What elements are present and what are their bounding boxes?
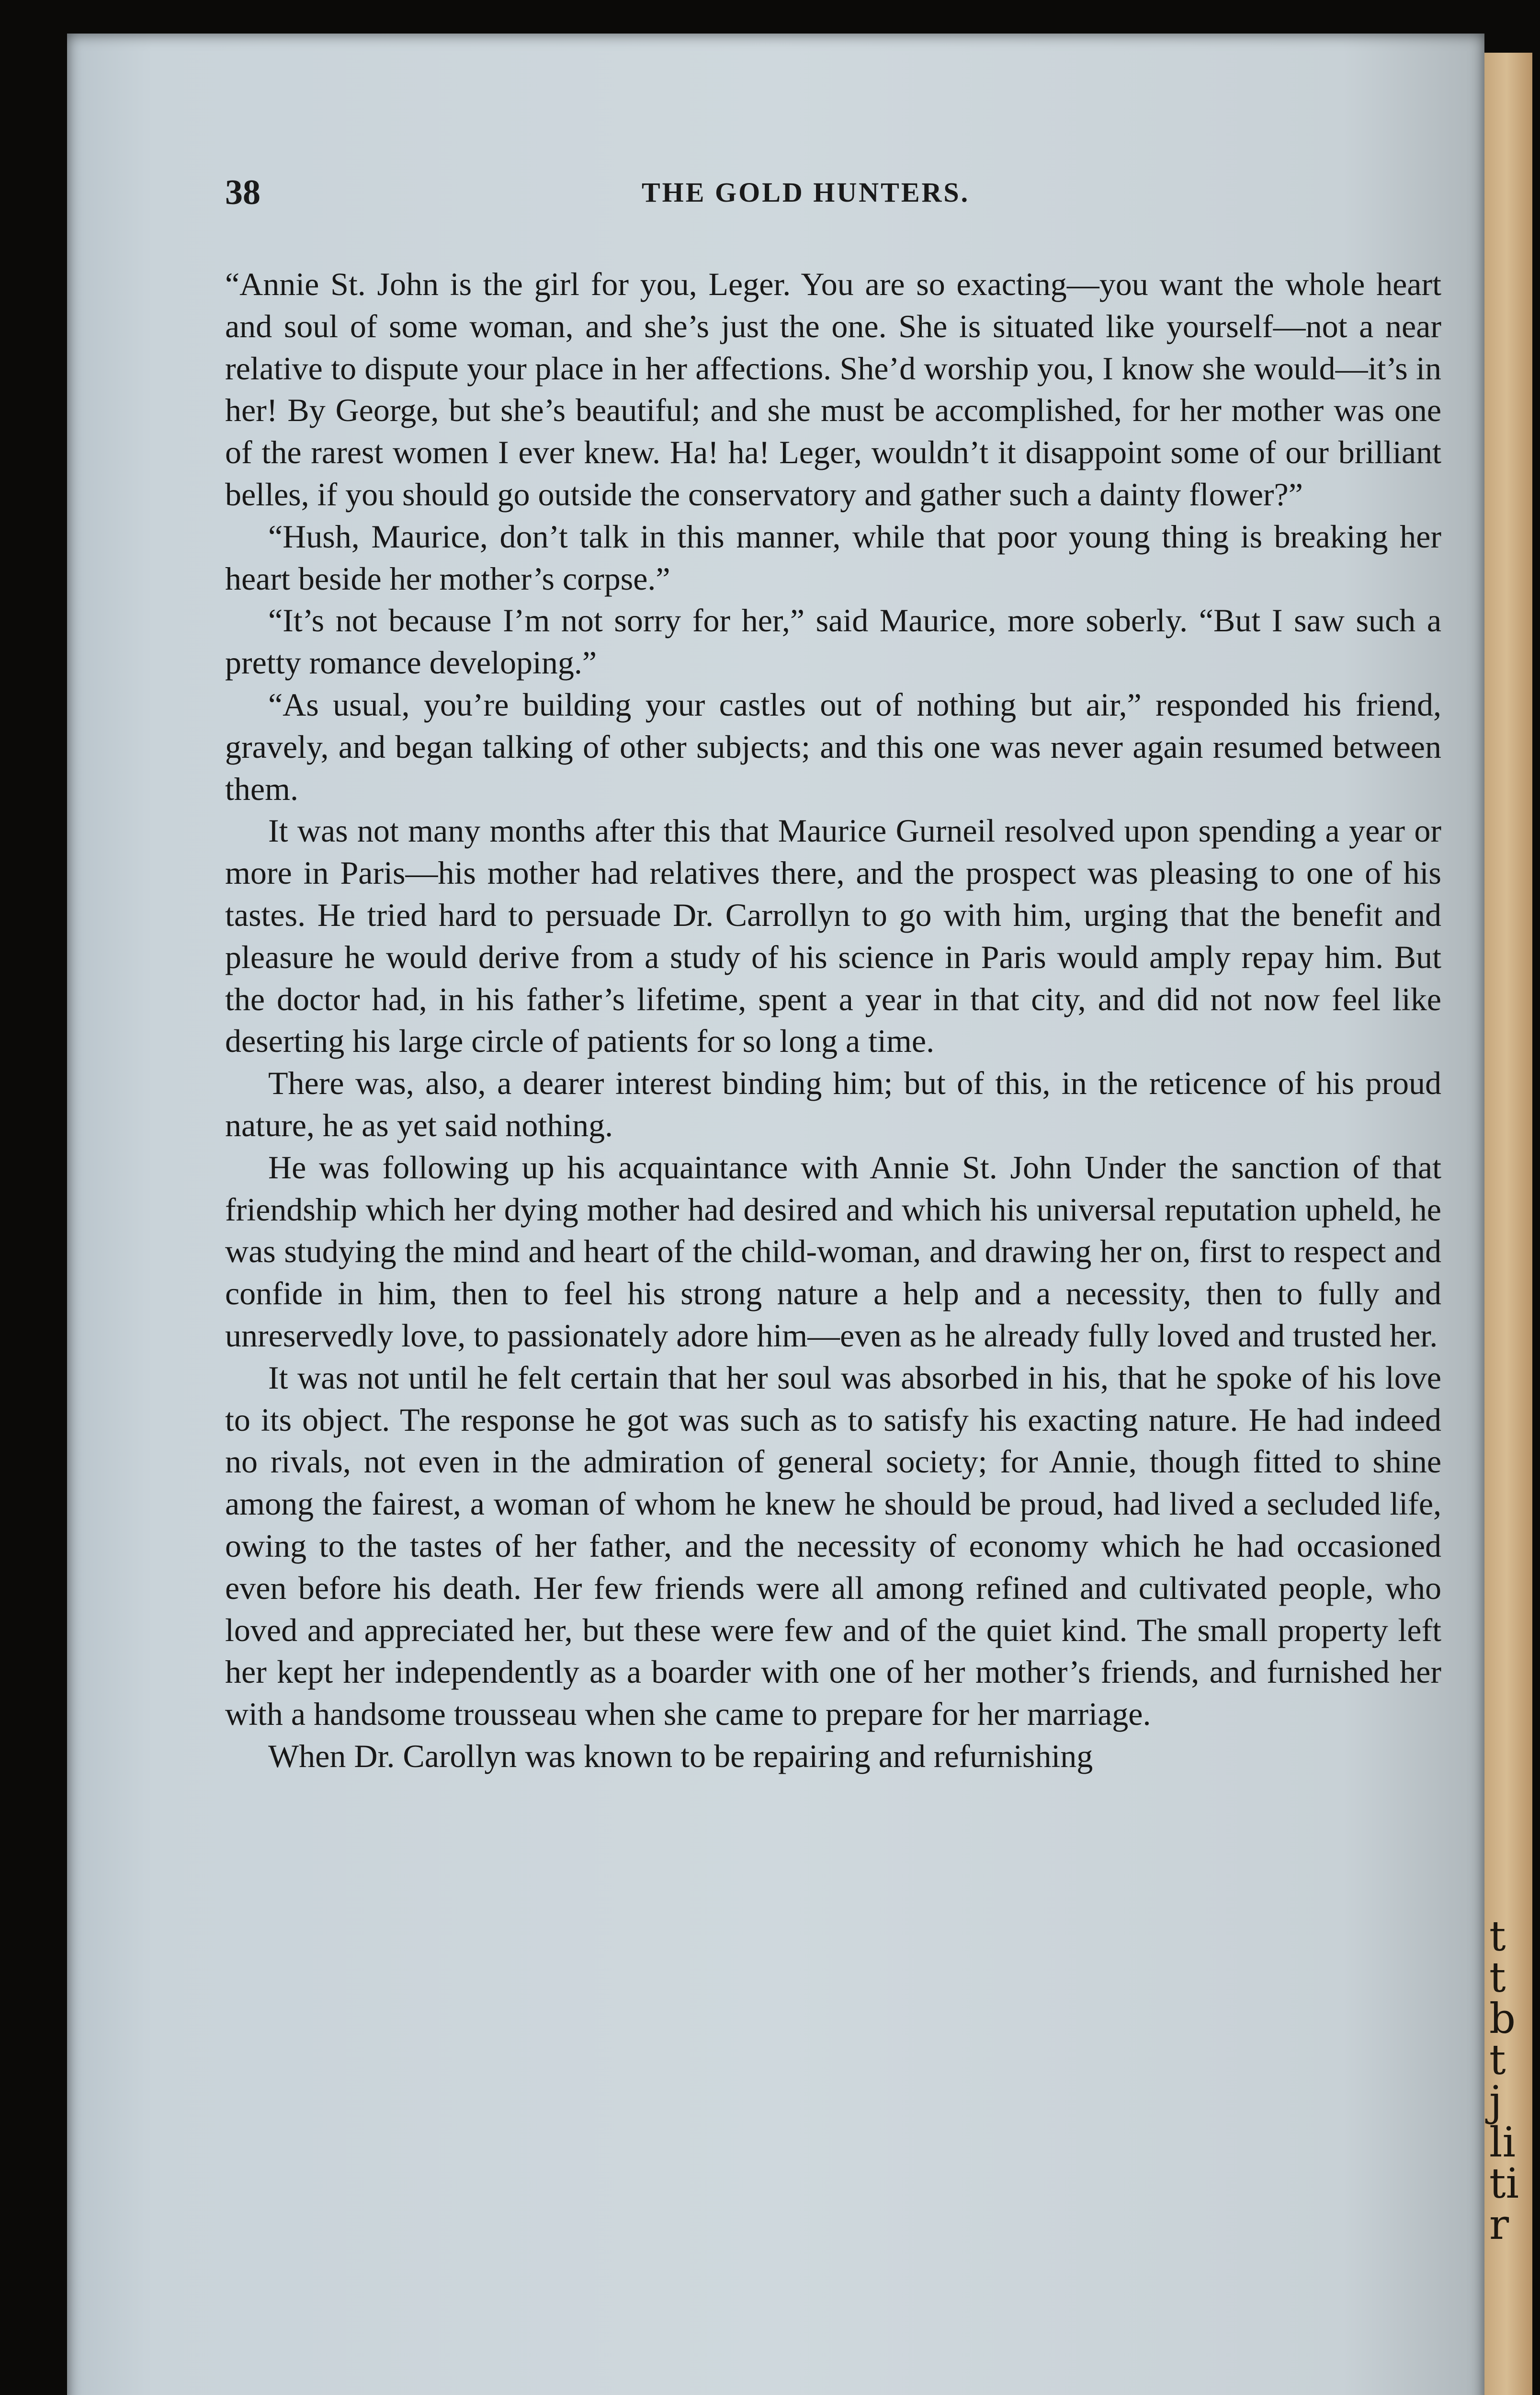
paragraph: When Dr. Carollyn was known to be repairing and refurnishing xyxy=(268,1737,1093,1774)
paragraph: “Hush, Maurice, don’t talk in this manner, while that poor young thing is breaking her heart beside her mother’s corpse.” xyxy=(225,518,1441,597)
paragraph: He was following up his acquaintance with Annie St. John Under the sanction of that friendship which her dying mother had desired and which his universal reputation upheld, he was studying the mind and heart of the child-woman, and drawing her on, first to respect and confide in him, then to feel his strong nature a help and a necessity, then to fully and unreservedly love, to passionately adore him—even as he already fully loved and trusted her. xyxy=(225,1149,1441,1354)
paragraph: There was, also, a dearer interest binding him; but of this, in the reticence of his proud nature, he as yet said nothing. xyxy=(225,1065,1441,1143)
paragraph: “Annie St. John is the girl for you, Leger. You are so exacting—you want the whole heart and soul of some woman, and she’s just the one. She is situated like yourself—not a near relative to dispute your place in her affections. She’d worship you, I know she would—it’s in her! By George, but she’s beautiful; and she must be accomplished, for her mother was one of the rarest women I ever knew. Ha! ha! Leger, wouldn’t it disappoint some of our brilliant belles, if you should go outside the conservatory and gather such a dainty flower?” xyxy=(225,266,1441,513)
page-number: 38 xyxy=(225,173,260,212)
paragraph: It was not until he felt certain that her soul was absorbed in his, that he spoke of his love to its object. The response he got was such as to satisfy his exacting nature. He had indeed no rivals, not even in the admiration of general society; for Annie, though fitted to shine among the fairest, a woman of whom he knew he should be proud, had lived a secluded life, owing to the tastes of her father, and the necessity of economy which he had occasioned even before his death. Her few friends were all among refined and cultivated people, who loved and appreciated her, but these were few and of the quiet kind. The small property left her kept her independently as a boarder with one of her mother’s friends, and furnished her with a handsome trousseau when she came to prepare for her marriage. xyxy=(225,1359,1441,1733)
paragraph: “As usual, you’re building your castles out of nothing but air,” responded his friend, gravely, and began talking of other subjects; and this one was never again resumed between them. xyxy=(225,686,1441,807)
paragraph: It was not many months after this that Maurice Gurneil resolved upon spending a year or more in Paris—his mother had relatives there, and the prospect was pleasing to one of his tastes. He tried hard to persuade Dr. Carrollyn to go with him, urging that the benefit and pleasure he would derive from a study of his science in Paris would amply repay him. But the doctor had, in his father’s lifetime, spent a year in that city, and did not now feel like deserting his large circle of patients for so long a time. xyxy=(225,812,1441,1060)
body-text xyxy=(225,263,1441,1778)
paragraph: “It’s not because I’m not sorry for her,” said Maurice, more soberly. “But I saw such a pretty romance developing.” xyxy=(225,602,1441,681)
running-head xyxy=(225,172,1437,225)
running-title: THE GOLD HUNTERS. xyxy=(642,177,970,208)
facing-page-fragment: t t b t j li ti r xyxy=(1489,1913,1519,2249)
